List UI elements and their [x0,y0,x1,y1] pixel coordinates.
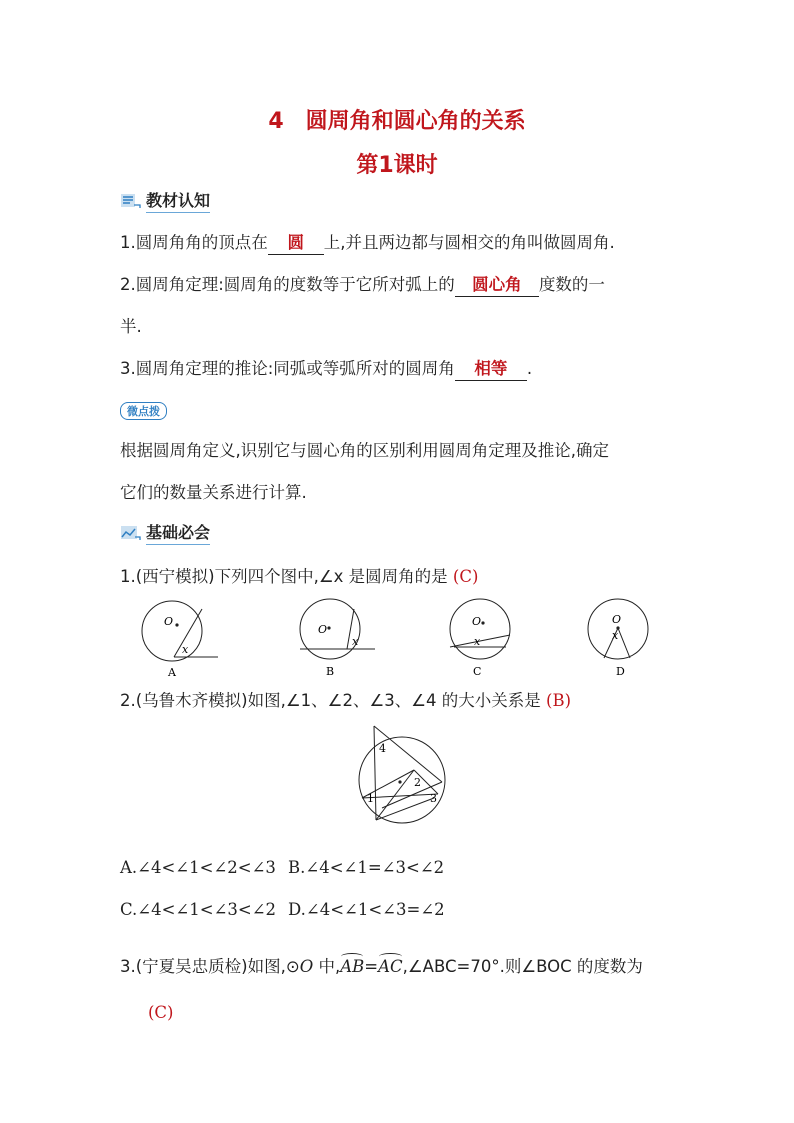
question-3-answer: (C) [148,1003,174,1022]
angle-label-2: 2 [414,776,421,789]
question-2-option-b: B.∠4<∠1=∠3<∠2 [288,858,445,877]
book-icon [120,192,142,210]
figure-d-label: D [616,665,625,678]
arc-ab: AB [340,957,365,976]
svg-text:x: x [474,635,481,648]
lesson-title: 4 圆周角和圆心角的关系 [268,109,526,134]
textbook-item-2-cont: 半. [120,317,142,336]
question-1-figures [120,595,680,680]
section-basic-heading [120,520,210,545]
figure-c-label: C [473,665,482,678]
figure-b-point-label: O [318,623,328,636]
question-1-answer: (C) [452,567,479,586]
question-2-option-c: C.∠4<∠1<∠3<∠2 [120,900,277,919]
blank-answer-2: 圆心角 [455,274,539,297]
question-2-answer: (B) [546,691,572,710]
figure-b [300,599,375,678]
tip-text-line1: 根据圆周角定义,识别它与圆心角的区别利用圆周角定理及推论,确定 [120,441,609,460]
question-2-option-d: D.∠4<∠1<∠3=∠2 [288,900,445,919]
figure-a-label: A [168,666,176,679]
question-3: 3.(宁夏吴忠质检)如图,⊙O 中,AB=AC,∠ABC=70°.则∠BOC 的度数为 [120,957,643,976]
figure-d [588,599,648,678]
question-1: 1.(西宁模拟)下列四个图中,∠x 是圆周角的是 (C) [120,567,479,586]
lesson-subtitle: 第1课时 [356,153,438,178]
tip-badge: 微点拨 [120,402,167,420]
svg-text:x: x [352,635,359,648]
textbook-item-2: 2.圆周角定理:圆周角的度数等于它所对弧上的 圆心角 度数的一 [120,274,680,297]
section-textbook-heading [120,188,210,213]
question-2: 2.(乌鲁木齐模拟)如图,∠1、∠2、∠3、∠4 的大小关系是 (B) [120,691,572,710]
figure-b-label: B [326,665,335,678]
textbook-item-1: 1.圆周角角的顶点在 圆 上,并且两边都与圆相交的角叫做圆周角. [120,232,680,255]
angle-label-1: 1 [367,792,374,805]
blank-answer-1: 圆 [268,232,324,255]
section-basic-label: 基础必会 [146,520,210,545]
figure-a-point-label: O [164,615,174,628]
figure-d-point-label: O [612,613,622,626]
chart-icon [120,524,142,542]
svg-text:x: x [612,629,619,642]
tip-text-line2: 它们的数量关系进行计算. [120,483,307,502]
angle-label-3: 3 [430,792,437,805]
svg-text:x: x [182,643,189,656]
blank-answer-3: 相等 [455,358,527,381]
figure-c-point-label: O [472,615,482,628]
section-textbook-label: 教材认知 [146,188,210,213]
question-2-figure [352,722,452,826]
question-2-option-a: A.∠4<∠1<∠2<∠3 [120,858,276,877]
figure-a [142,601,218,679]
arc-ac: AC [378,957,403,976]
figure-c [450,599,510,678]
angle-label-4: 4 [379,742,386,755]
textbook-item-3: 3.圆周角定理的推论:同弧或等弧所对的圆周角 相等 . [120,358,680,381]
